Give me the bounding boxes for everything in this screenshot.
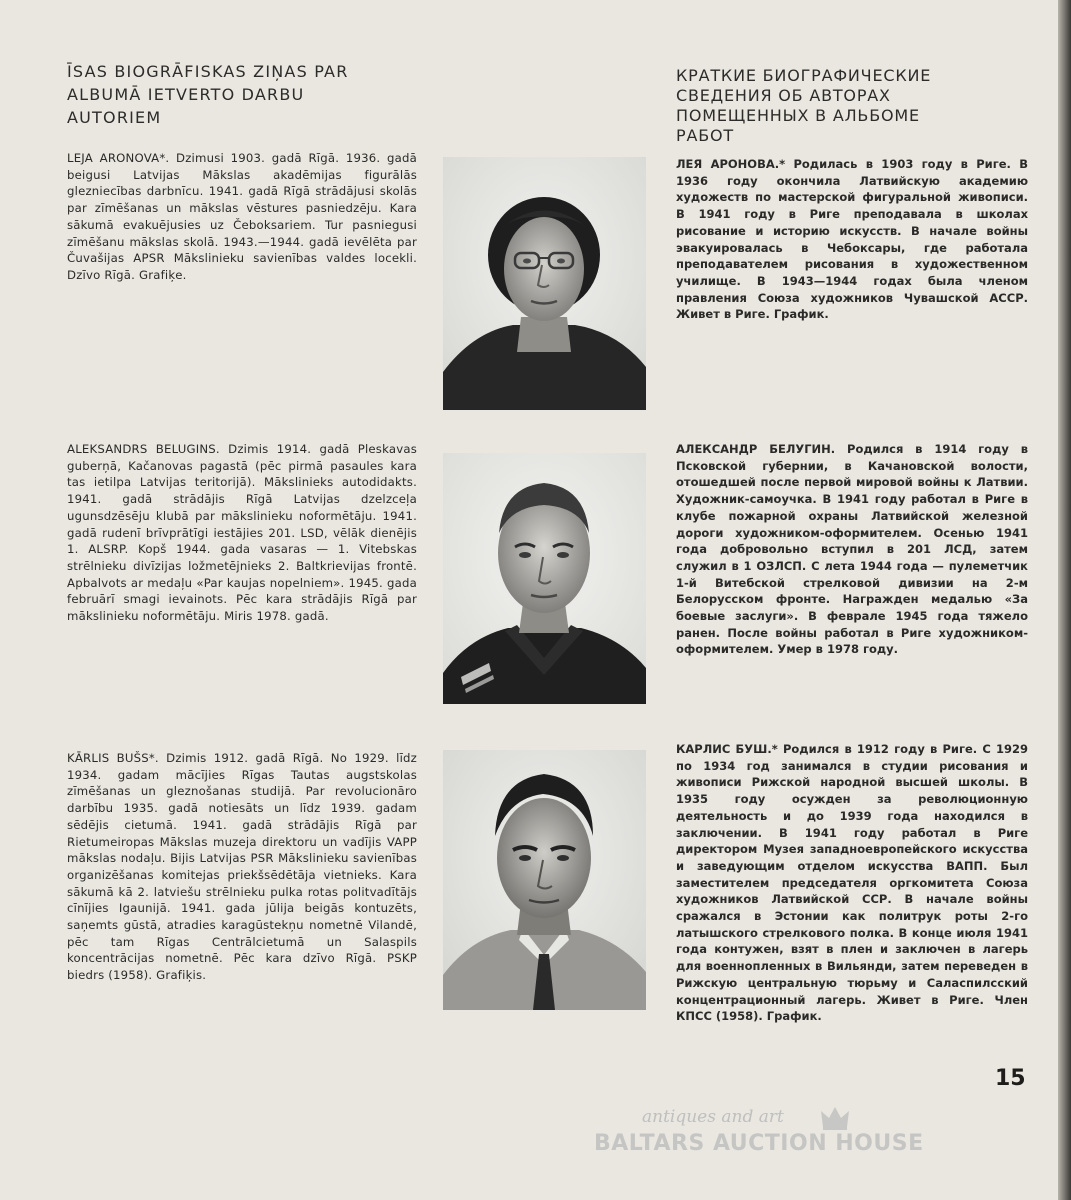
biography-latvian-aronova: LEJA ARONOVA*. Dzimusi 1903. gadā Rīgā. 1936. gadā beigusi Latvijas Mākslas akadēmijas figurālās glezniecības darbnīcu. 1941. gadā Rīgā strādājusi skolās par zīmēšanas un mākslas vēstures pasniedzēju. Kara sākumā evakuējusies uz Čeboksariem. Tur pasniegusi zīmēšanu mākslas skolā. 1943.—1944. gadā ievēlēta par Čuvašijas APSR Mākslinieku savienības valdes locekli. Dzīvo Rīgā. Grafiķe. [67, 151, 417, 282]
watermark-brand: BALTARS AUCTION HOUSE [594, 1131, 924, 1156]
russian-section-title: КРАТКИЕ БИОГРАФИЧЕСКИЕ СВЕДЕНИЯ ОБ АВТОРАХ ПОМЕЩЕННЫХ В АЛЬБОМЕ РАБОТ [676, 66, 932, 145]
biography-latvian-belugins: ALEKSANDRS BELUGINS. Dzimis 1914. gadā Pleskavas guberņā, Kačanovas pagastā (pēc pirmā pasaules kara tas ietilpa Latvijas teritorijā). Mākslinieks autodidakts. 1941. gadā strādājis Rīgā Latvijas dzelzceļa ugunsdzēsēju klubā par mākslinieku noformētāju. 1941. gadā rudenī brīvprātīgi iestājies 201. LSD, vēlāk dienējis 1. ALSRP. Kopš 1944. gada vasaras — 1. Vitebskas strēlnieku divīzijas ložmetējnieks 2. Baltkrievijas frontē. Apbalvots ar medaļu «Par kaujas nopelniem». 1945. gada februārī smagi ievainots. Pēc kara strādājis Rīgā par mākslinieku noformētāju. Miris 1978. gadā. [67, 442, 417, 624]
latvian-section-title: ĪSAS BIOGRĀFISKAS ZIŅAS PAR ALBUMĀ IETVERTO DARBU AUTORIEM [67, 62, 349, 127]
biography-russian-belugin: АЛЕКСАНДР БЕЛУГИН. Родился в 1914 году в Псковской губернии, в Качановской волости, отошедшей после первой мировой войны к Латвии. Художник-самоучка. В 1941 году работал в Риге в клубе пожарной охраны Латвийской железной дороги художником-оформителем. Осенью 1941 года добровольно вступил в 201 ЛСД, затем служил в 1 ОЗЛСП. С лета 1944 года — пулеметчик 1-й Витебской стрелковой дивизии на 2-м Белорусском фронте. Награжден медалью «За боевые заслуги». В феврале 1945 года тяжело ранен. После войны работал в Риге художником-оформителем. Умер в 1978 году. [676, 442, 1028, 657]
portrait-photo-aronova [443, 157, 646, 410]
crown-icon [820, 1105, 850, 1131]
portrait-photo-belugins [443, 453, 646, 704]
biography-russian-bush: КАРЛИС БУШ.* Родился в 1912 году в Риге. С 1929 по 1934 год занимался в студии рисования и живописи Рижской народной высшей школы. В 1935 году осужден за революционную деятельность и до 1939 года находился в заключении. В 1941 году работал в Риге директором Музея западноевропейского искусства и заведующим отделом искусства ВАПП. Был заместителем председателя оргкомитета Союза художников Латвийской ССР. В начале войны сражался в Эстонии как политрук роты 2-го латышского стрелкового полка. В конце июля 1941 года контужен, взят в плен и заключен в лагерь для военнопленных в Вильянди, затем переведен в Рижскую центральную тюрьму и Саласпилсский концентрационный лагерь. Живет в Риге. Член КПСС (1958). График. [676, 742, 1028, 1024]
portrait-photo-buss [443, 750, 646, 1010]
biography-latvian-buss: KĀRLIS BUŠS*. Dzimis 1912. gadā Rīgā. No 1929. līdz 1934. gadam mācījies Rīgas Tautas augstskolas zīmēšanas un gleznošanas studijā. Par revolucionāro darbību 1935. gadā notiesāts un līdz 1939. gadam sēdējis cietumā. 1941. gadā strādājis Rīgā par Rietumeiropas Mākslas muzeja direktoru un vadījis VAPP mākslas nodaļu. Bijis Latvijas PSR Mākslinieku savienības organizēšanas komitejas priekšsēdētāja vietnieks. Kara sākumā kā 2. latviešu strēlnieku pulka rotas politvadītājs cīnījies Igaunijā. 1941. gada jūlija beigās kontuzēts, saņemts gūstā, atradies karagūstekņu nometnē Vilandē, pēc tam Rīgas Centrālcietumā un Salaspils koncentrācijas nometnē. Pēc kara dzīvo Rīgā. PSKP biedrs (1958). Grafiķis. [67, 751, 417, 983]
watermark [592, 1105, 992, 1165]
biography-russian-aronova: ЛЕЯ АРОНОВА.* Родилась в 1903 году в Риге. В 1936 году окончила Латвийскую академию художеств по мастерской фигуральной живописи. В 1941 году в Риге преподавала в школах рисование и историю искусств. В начале войны эвакуировалась в Чебоксары, где работала преподавателем рисования в художественном училище. В 1943—1944 годах была членом правления Союза художников Чувашской АССР. Живет в Риге. График. [676, 157, 1028, 322]
watermark-tagline: antiques and art [642, 1107, 784, 1127]
page-number: 15 [995, 1066, 1026, 1091]
page-edge-shadow [1058, 0, 1071, 1200]
